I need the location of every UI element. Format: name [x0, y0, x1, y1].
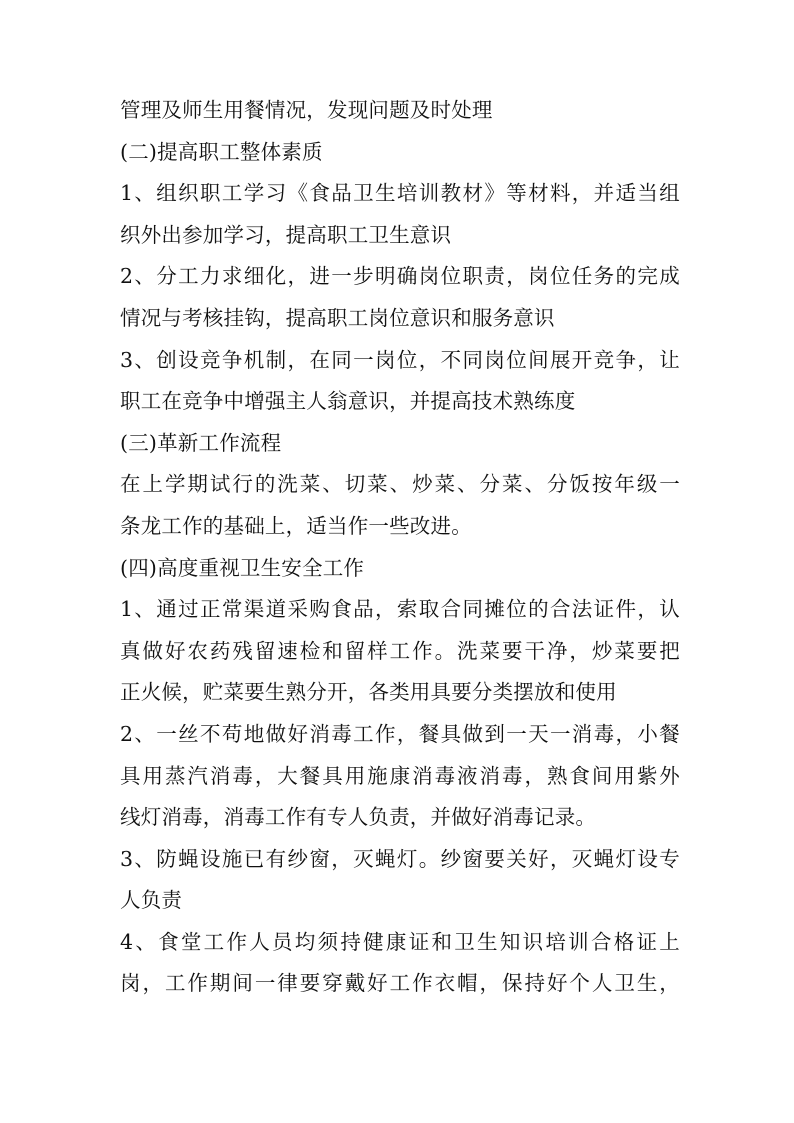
text-line: 织外出参加学习，提高职工卫生意识 [120, 222, 452, 247]
text-line: 具用蒸汽消毒，大餐具用施康消毒液消毒，熟食间用紫外 [120, 763, 680, 788]
section-heading: (四)高度重视卫生安全工作 [120, 555, 365, 580]
text-line: 职工在竞争中增强主人翁意识，并提高技术熟练度 [120, 389, 576, 414]
text-line: 管理及师生用餐情况，发现问题及时处理 [120, 98, 493, 122]
section-heading: (三)革新工作流程 [120, 430, 282, 455]
text-line: 3、防蝇设施已有纱窗，灭蝇灯。纱窗要关好，灭蝇灯设专 [120, 846, 680, 871]
text-line: 在上学期试行的洗菜、切菜、炒菜、分菜、分饭按年级一 [120, 472, 680, 497]
text-line: 正火候，贮菜要生熟分开，各类用具要分类摆放和使用 [120, 680, 617, 705]
section-heading: (二)提高职工整体素质 [120, 139, 323, 164]
text-line: 人负责 [120, 888, 183, 913]
text-line: 1、通过正常渠道采购食品，索取合同摊位的合法证件，认 [120, 597, 680, 622]
text-line: 4、食堂工作人员均须持健康证和卫生知识培训合格证上 [120, 929, 680, 954]
text-line: 3、创设竞争机制，在同一岗位，不同岗位间展开竞争，让 [120, 347, 680, 372]
text-line: 2、一丝不苟地做好消毒工作，餐具做到一天一消毒，小餐 [120, 721, 680, 746]
text-line: 线灯消毒，消毒工作有专人负责，并做好消毒记录。 [120, 805, 597, 830]
text-line: 岗，工作期间一律要穿戴好工作衣帽，保持好个人卫生， [120, 971, 680, 996]
text-line: 真做好农药残留速检和留样工作。洗菜要干净，炒菜要把 [120, 638, 680, 663]
text-line: 2、分工力求细化，进一步明确岗位职责，岗位任务的完成 [120, 264, 680, 289]
text-line: 情况与考核挂钩，提高职工岗位意识和服务意识 [120, 305, 555, 330]
text-line: 1、组织职工学习《食品卫生培训教材》等材料，并适当组 [120, 181, 680, 206]
text-line: 条龙工作的基础上，适当作一些改进。 [120, 513, 472, 538]
document-page [120, 90, 680, 1005]
